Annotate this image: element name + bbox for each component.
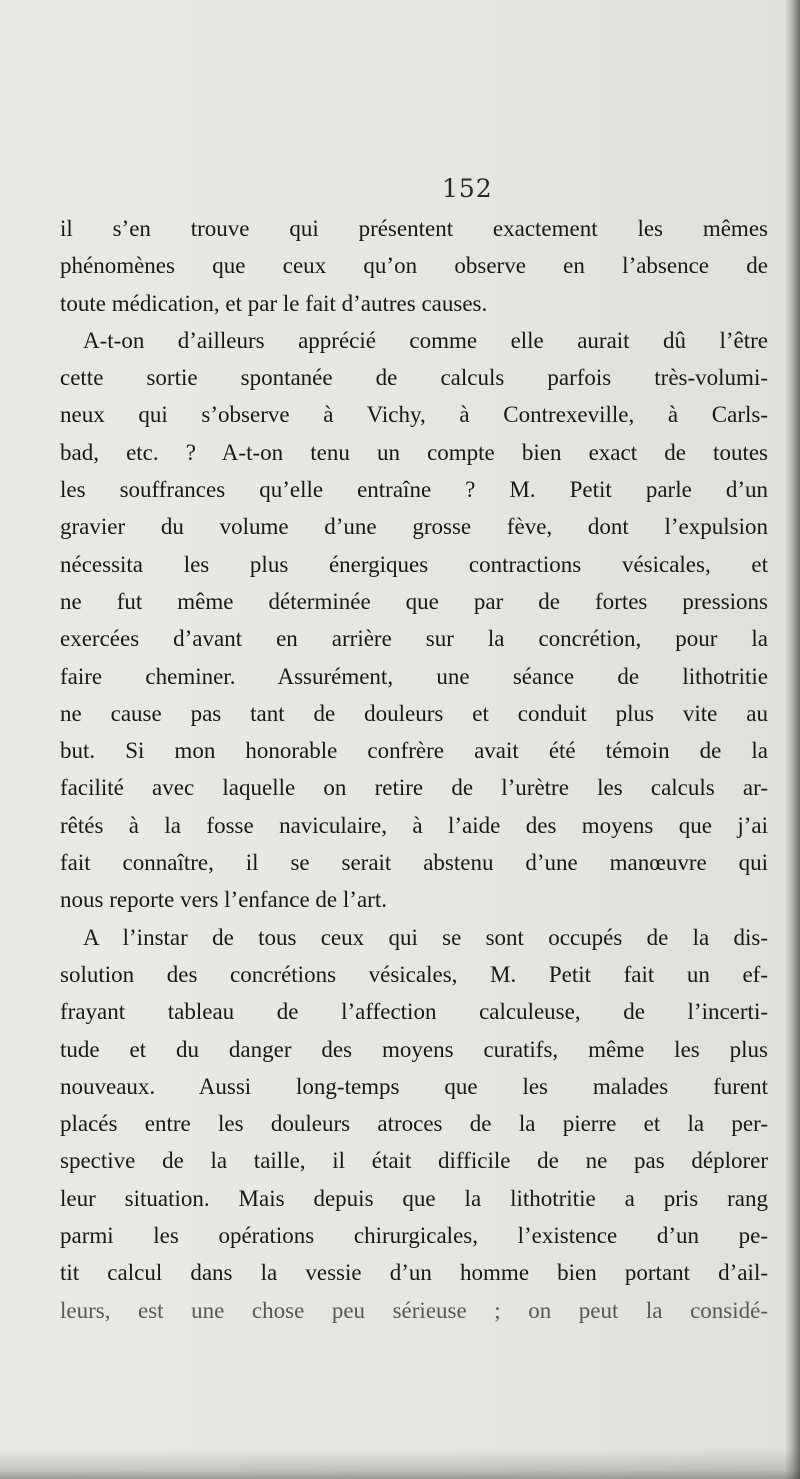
text-line: toute médication, et par le fait d’autres causes. <box>60 290 488 316</box>
page-number: 152 <box>442 174 493 203</box>
text-line: nous reporte vers l’enfance de l’art. <box>60 887 387 913</box>
text-line: nécessita les plus énergiques contractions vésicales, et <box>60 551 768 577</box>
text-line: but. Si mon honorable confrère avait été témoin de la <box>60 738 768 764</box>
text-line: leurs, est une chose peu sérieuse ; on peut la considé- <box>60 1297 768 1323</box>
text-line: fait connaître, il se serait abstenu d’une manœuvre qui <box>60 850 768 876</box>
text-line: cette sortie spontanée de calculs parfois très-volumi- <box>60 365 768 391</box>
text-line: frayant tableau de l’affection calculeuse, de l’incerti- <box>60 999 768 1025</box>
text-line: parmi les opérations chirurgicales, l’existence d’un pe- <box>60 1223 768 1249</box>
text-line: A l’instar de tous ceux qui se sont occupés de la dis- <box>83 924 768 950</box>
text-line: ne fut même déterminée que par de fortes pressions <box>60 588 768 614</box>
text-line: leur situation. Mais depuis que la lithotritie a pris rang <box>60 1185 768 1211</box>
text-line: facilité avec laquelle on retire de l’urètre les calculs ar- <box>60 775 768 801</box>
text-line: il s’en trouve qui présentent exactement les mêmes <box>60 216 768 241</box>
text-line: bad, etc. ? A-t-on tenu un compte bien exact de toutes <box>60 439 768 465</box>
text-line: phénomènes que ceux qu’on observe en l’absence de <box>60 253 768 279</box>
text-line: ne cause pas tant de douleurs et conduit plus vite au <box>60 700 768 726</box>
text-line: gravier du volume d’une grosse fève, dont l’expulsion <box>60 514 768 540</box>
text-line: exercées d’avant en arrière sur la concrétion, pour la <box>60 626 768 652</box>
text-line: tude et du danger des moyens curatifs, même les plus <box>60 1036 768 1062</box>
text-line: spective de la taille, il était difficile de ne pas déplorer <box>60 1148 768 1174</box>
text-line: placés entre les douleurs atroces de la pierre et la per- <box>60 1111 768 1137</box>
text-line: nouveaux. Aussi long-temps que les malades furent <box>60 1073 768 1099</box>
text-line: rêtés à la fosse naviculaire, à l’aide des moyens que j’ai <box>60 812 768 838</box>
text-line: tit calcul dans la vessie d’un homme bien portant d’ail- <box>60 1260 768 1286</box>
text-line: solution des concrétions vésicales, M. Petit fait un ef- <box>60 961 768 987</box>
text-line: neux qui s’observe à Vichy, à Contrexeville, à Carls- <box>60 402 768 428</box>
text-line: A-t-on d’ailleurs apprécié comme elle aurait dû l’être <box>83 327 768 353</box>
page-edge-shadow <box>786 0 800 1479</box>
bottom-edge-shadow <box>0 1449 800 1479</box>
text-line: les souffrances qu’elle entraîne ? M. Petit parle d’un <box>60 477 768 503</box>
text-line: faire cheminer. Assurément, une séance de lithotritie <box>60 663 768 689</box>
body-text <box>60 210 768 1329</box>
